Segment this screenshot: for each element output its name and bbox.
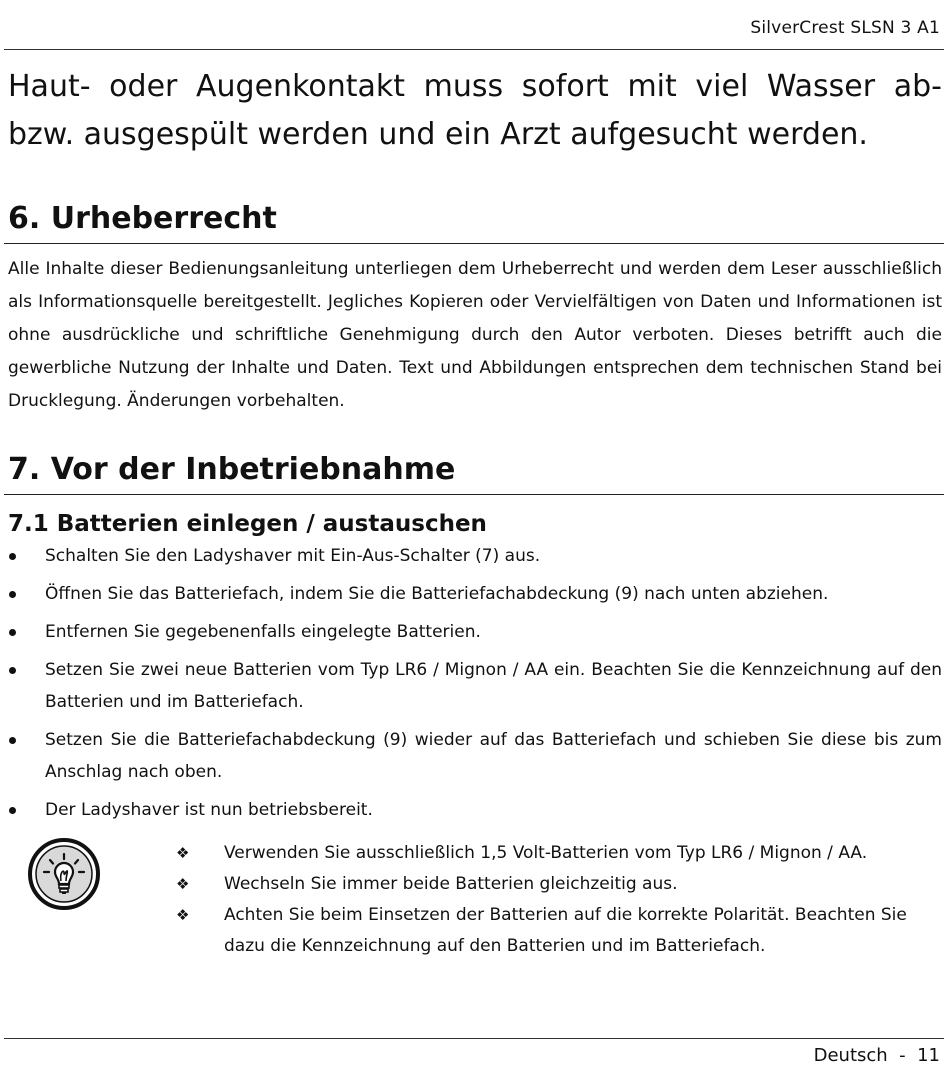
footer-divider: [4, 1038, 944, 1039]
battery-tips-list: [176, 838, 926, 962]
tip-text: Verwenden Sie ausschließlich 1,5 Volt-Batterien vom Typ LR6 / Mignon / AA.: [224, 843, 868, 863]
list-item: [176, 900, 926, 962]
list-item: [0, 540, 942, 572]
lightbulb-icon: [28, 836, 100, 912]
section-6-heading: 6. Urheberrecht: [8, 201, 277, 236]
list-item: [0, 578, 942, 610]
list-item-text: Setzen Sie die Batteriefachabdeckung (9) wieder auf das Batteriefach und schieben Sie diese bis zum Anschlag nach oben.: [45, 730, 942, 782]
bullet-icon: [9, 737, 16, 744]
list-item: [0, 654, 942, 718]
intro-paragraph: Haut- oder Augenkontakt muss sofort mit viel Wasser ab- bzw. ausgespült werden und ein Arzt aufgesucht werden.: [8, 69, 942, 152]
section-6-divider: [4, 243, 944, 244]
diamond-bullet-icon: ❖: [176, 875, 190, 893]
diamond-bullet-icon: ❖: [176, 906, 190, 924]
diamond-bullet-icon: ❖: [176, 844, 190, 862]
bullet-icon: [9, 667, 16, 674]
bullet-icon: [9, 807, 16, 814]
header-product-name: SilverCrest SLSN 3 A1: [750, 18, 940, 38]
list-item: [176, 838, 926, 869]
list-item: [0, 616, 942, 648]
list-item: [0, 724, 942, 788]
header-divider: [4, 49, 944, 50]
bullet-icon: [9, 553, 16, 560]
section-7-divider: [4, 494, 944, 495]
list-item: [176, 869, 926, 900]
list-item-text: Öffnen Sie das Batteriefach, indem Sie die Batteriefachabdeckung (9) nach unten abziehen.: [45, 584, 829, 604]
section-7-heading: 7. Vor der Inbetriebnahme: [8, 452, 456, 487]
battery-steps-list: [0, 540, 942, 832]
tip-text: Wechseln Sie immer beide Batterien gleichzeitig aus.: [224, 874, 678, 894]
bullet-icon: [9, 629, 16, 636]
tip-text: Achten Sie beim Einsetzen der Batterien auf die korrekte Polarität. Beachten Sie dazu die Kennzeichnung auf den Batterien und im Batteriefach.: [224, 905, 907, 956]
list-item-text: Schalten Sie den Ladyshaver mit Ein-Aus-Schalter (7) aus.: [45, 546, 541, 566]
list-item-text: Setzen Sie zwei neue Batterien vom Typ LR6 / Mignon / AA ein. Beachten Sie die Kennzeichnung auf den Batterien und im Batteriefach.: [45, 660, 942, 712]
section-7-1-heading: 7.1 Batterien einlegen / austauschen: [8, 511, 487, 537]
section-6-body: Alle Inhalte dieser Bedienungsanleitung unterliegen dem Urheberrecht und werden dem Leser ausschließlich als Informationsquelle bereitgestellt. Jegliches Kopieren oder Vervielfältigen von Daten und Informationen ist ohne ausdrückliche und schriftliche Genehmigung durch den Autor verboten. Dieses betrifft auch die gewerbliche Nutzung der Inhalte und Daten. Text und Abbildungen entsprechen dem technischen Stand bei Drucklegung. Änderungen vorbehalten.: [8, 259, 942, 411]
list-item-text: Entfernen Sie gegebenenfalls eingelegte Batterien.: [45, 622, 481, 642]
list-item-text: Der Ladyshaver ist nun betriebsbereit.: [45, 800, 373, 820]
list-item: [0, 794, 942, 826]
page-number: Deutsch - 11: [813, 1045, 940, 1066]
bullet-icon: [9, 591, 16, 598]
